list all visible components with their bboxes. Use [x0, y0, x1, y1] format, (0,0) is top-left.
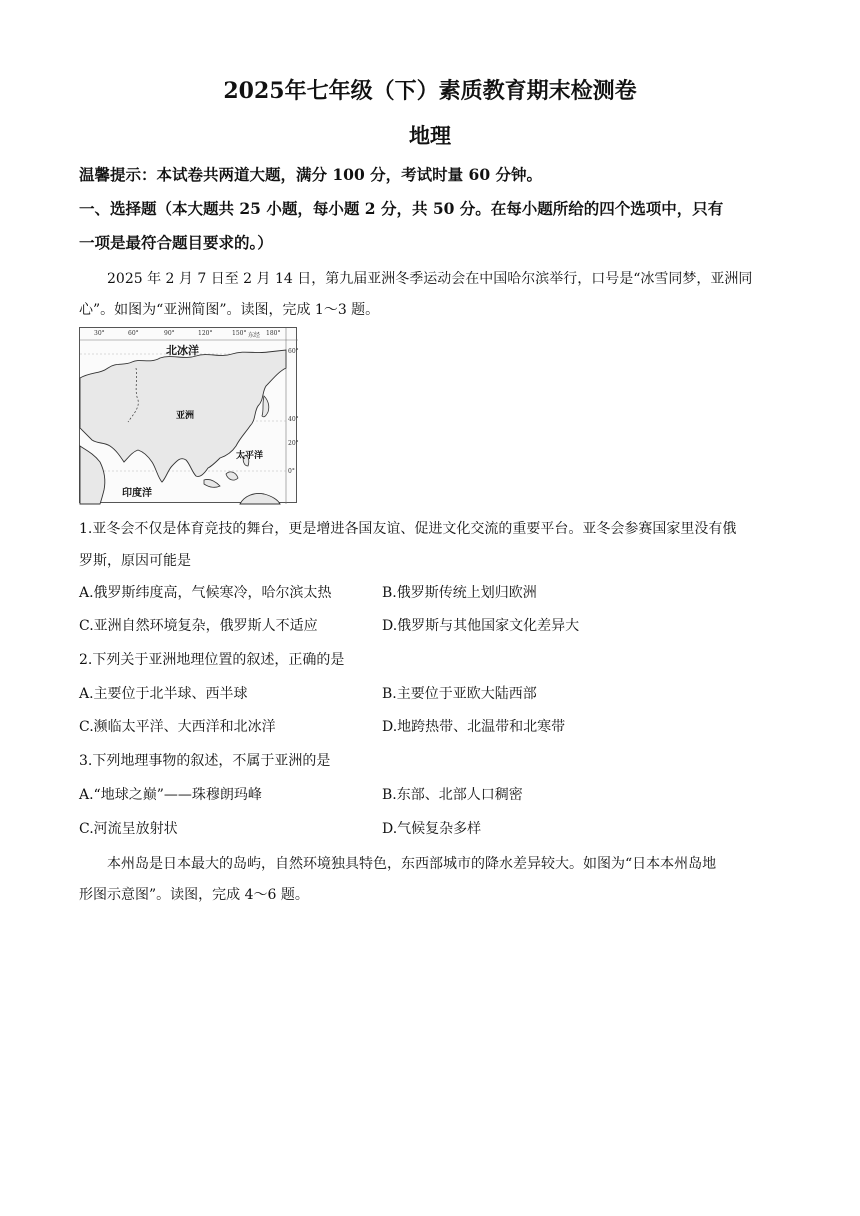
tick-120: 120°	[198, 330, 213, 337]
intro-paragraph-line1: 2025 年 2 月 7 日至 2 月 14 日，第九届亚洲冬季运动会在中国哈尔滨举行，口号是“冰雪同梦，亚洲同	[107, 271, 753, 287]
intro2-paragraph-line2: 形图示意图”。读图，完成 4～6 题。	[79, 887, 309, 903]
tick-lat-40: 40°	[288, 416, 299, 423]
question-1-stem-line1: 1.亚冬会不仅是体育竞技的舞台，更是增进各国友谊、促进文化交流的重要平台。亚冬会参赛国家里没有俄	[79, 521, 737, 537]
question-2-option-a: A.主要位于北半球、西半球	[79, 686, 248, 702]
question-2-option-d: D.地跨热带、北温带和北寒带	[382, 719, 566, 735]
question-2-stem: 2.下列关于亚洲地理位置的叙述，正确的是	[79, 652, 345, 668]
question-3-stem: 3.下列地理事物的叙述，不属于亚洲的是	[79, 753, 331, 769]
tick-east: 东经	[248, 332, 261, 339]
exam-notice: 温馨提示：本试卷共两道大题，满分 100 分，考试时量 60 分钟。	[79, 165, 543, 184]
section-heading-line2: 一项是最符合题目要求的。）	[79, 233, 273, 252]
tick-150: 150°	[232, 330, 247, 337]
label-arctic-ocean: 北冰洋	[166, 344, 199, 357]
question-1-option-b: B.俄罗斯传统上划归欧洲	[382, 585, 537, 601]
label-pacific-ocean: 太平洋	[236, 451, 264, 461]
tick-90: 90°	[164, 330, 175, 337]
question-1-option-a: A.俄罗斯纬度高，气候寒冷，哈尔滨太热	[79, 585, 332, 601]
subject-title: 地理	[409, 123, 451, 148]
section-heading-line1: 一、选择题（本大题共 25 小题，每小题 2 分，共 50 分。在每小题所给的四个选项中，只有	[79, 199, 724, 218]
question-3-option-c: C.河流呈放射状	[79, 821, 178, 837]
tick-180: 180°	[266, 330, 281, 337]
question-1-option-c: C.亚洲自然环境复杂，俄罗斯人不适应	[79, 618, 318, 634]
tick-lat-60: 60°	[288, 348, 299, 355]
question-3-option-a: A.“地球之巅”——珠穆朗玛峰	[79, 787, 262, 803]
tick-30: 30°	[94, 330, 105, 337]
intro-paragraph-line2: 心”。如图为“亚洲简图”。读图，完成 1～3 题。	[79, 302, 380, 318]
question-1-option-d: D.俄罗斯与其他国家文化差异大	[382, 618, 580, 634]
tick-60: 60°	[128, 330, 139, 337]
label-indian-ocean: 印度洋	[122, 488, 152, 499]
page-title: 2025年七年级（下）素质教育期末检测卷	[223, 78, 637, 104]
question-2-option-c: C.濒临太平洋、大西洋和北冰洋	[79, 719, 276, 735]
asia-map-figure	[79, 327, 297, 503]
label-asia: 亚洲	[176, 411, 195, 421]
question-3-option-b: B.东部、北部人口稠密	[382, 787, 523, 803]
question-2-option-b: B.主要位于亚欧大陆西部	[382, 686, 537, 702]
question-3-option-d: D.气候复杂多样	[382, 821, 482, 837]
intro2-paragraph-line1: 本州岛是日本最大的岛屿，自然环境独具特色，东西部城市的降水差异较大。如图为“日本本州岛地	[107, 856, 717, 872]
tick-lat-0: 0°	[288, 468, 295, 475]
question-1-stem-line2: 罗斯，原因可能是	[79, 553, 191, 569]
tick-lat-20: 20°	[288, 440, 299, 447]
